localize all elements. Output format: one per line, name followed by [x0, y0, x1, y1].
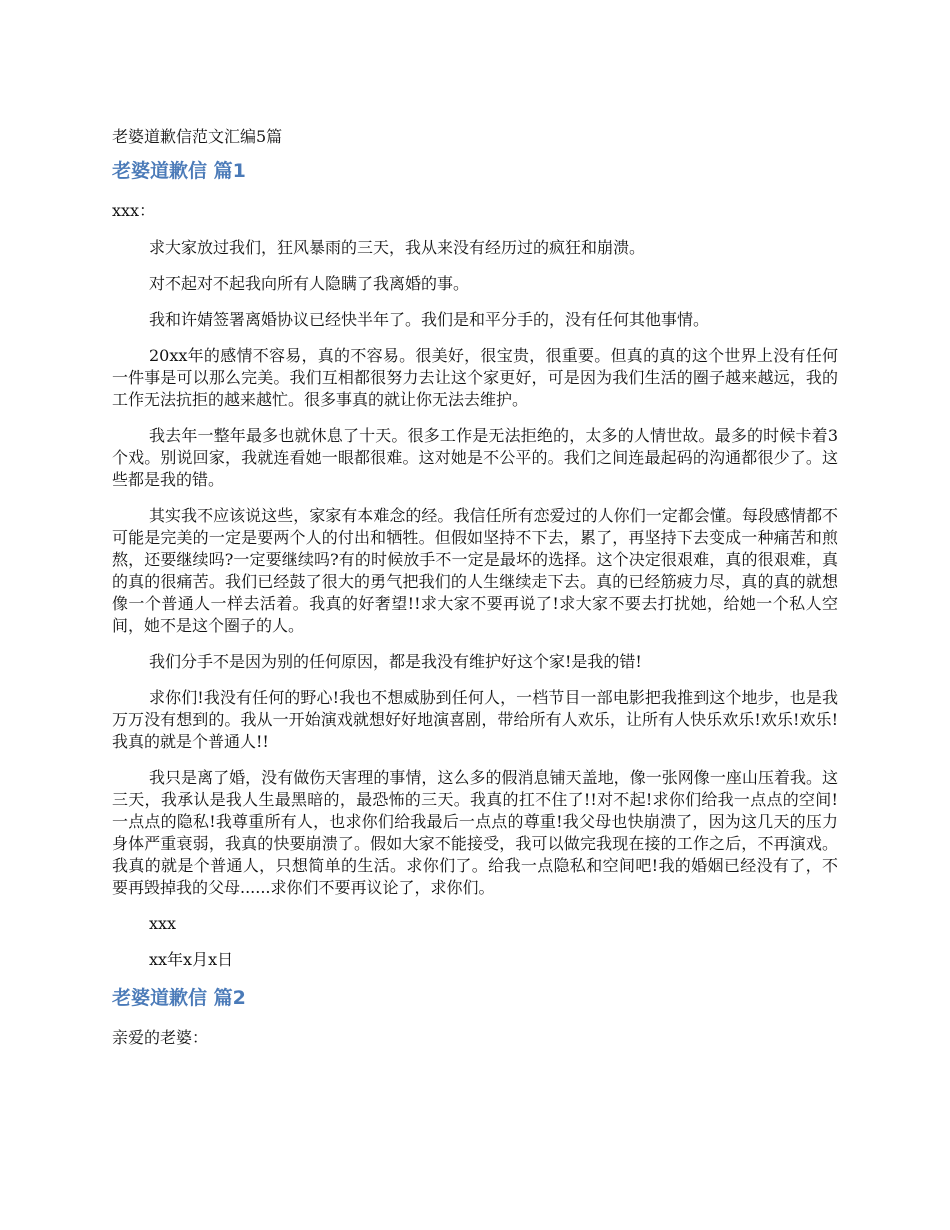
document-title: 老婆道歉信范文汇编5篇	[112, 127, 283, 146]
paragraph: 我只是离了婚，没有做伤天害理的事情，这么多的假消息铺天盖地，像一张网像一座山压着我。这三天，我承认是我人生最黑暗的，最恐怖的三天。我真的扛不住了!!对不起!求你们给我一点点的空间!一点点的隐私!我尊重所有人，也求你们给我最后一点点的尊重!我父母也快崩溃了，因为这几天的压力身体严重衰弱，我真的快要崩溃了。假如大家不能接受，我可以做完我现在接的工作之后，不再演戏。我真的就是个普通人，只想简单的生活。求你们了。给我一点隐私和空间吧!我的婚姻已经没有了，不要再毁掉我的父母......求你们不要再议论了，求你们。	[112, 768, 838, 897]
salutation-2: 亲爱的老婆：	[112, 1028, 209, 1047]
paragraph: 我们分手不是因为别的任何原因，都是我没有维护好这个家!是我的错!	[149, 652, 642, 671]
section-heading-1: 老婆道歉信 篇1	[112, 160, 246, 182]
document-page	[112, 124, 838, 1064]
paragraph: 我和许婧签署离婚协议已经快半年了。我们是和平分手的，没有任何其他事情。	[149, 310, 710, 329]
paragraph: 对不起对不起我向所有人隐瞒了我离婚的事。	[149, 274, 470, 293]
paragraph: 我去年一整年最多也就休息了十天。很多工作是无法拒绝的，太多的人情世故。最多的时候卡着3个戏。别说回家，我就连看她一眼都很难。这对她是不公平的。我们之间连最起码的沟通都很少了。这些都是我的错。	[112, 426, 838, 489]
signature: xxx	[149, 914, 177, 933]
paragraph: 20xx年的感情不容易，真的不容易。很美好，很宝贵，很重要。但真的真的这个世界上没有任何一件事是可以那么完美。我们互相都很努力去让这个家更好，可是因为我们生活的圈子越来越远，我的工作无法抗拒的越来越忙。很多事真的就让你无法去维护。	[112, 346, 838, 409]
paragraph: 求你们!我没有任何的野心!我也不想威胁到任何人，一档节目一部电影把我推到这个地步，也是我万万没有想到的。我从一开始演戏就想好好地演喜剧，带给所有人欢乐，让所有人快乐欢乐!欢乐!欢乐!我真的就是个普通人!!	[112, 688, 838, 751]
paragraph: 求大家放过我们，狂风暴雨的三天，我从来没有经历过的疯狂和崩溃。	[149, 238, 646, 257]
paragraph: 其实我不应该说这些，家家有本难念的经。我信任所有恋爱过的人你们一定都会懂。每段感情都不可能是完美的一定是要两个人的付出和牺牲。但假如坚持不下去，累了，再坚持下去变成一种痛苦和煎熬，还要继续吗?一定要继续吗?有的时候放手不一定是最坏的选择。这个决定很艰难，真的很艰难，真的真的很痛苦。我们已经鼓了很大的勇气把我们的人生继续走下去。真的已经筋疲力尽，真的真的就想像一个普通人一样去活着。我真的好奢望!!求大家不要再说了!求大家不要去打扰她，给她一个私人空间，她不是这个圈子的人。	[112, 506, 838, 635]
date-line: xx年x月x日	[149, 950, 234, 969]
salutation-1: xxx：	[112, 201, 156, 220]
section-heading-2: 老婆道歉信 篇2	[112, 987, 246, 1009]
